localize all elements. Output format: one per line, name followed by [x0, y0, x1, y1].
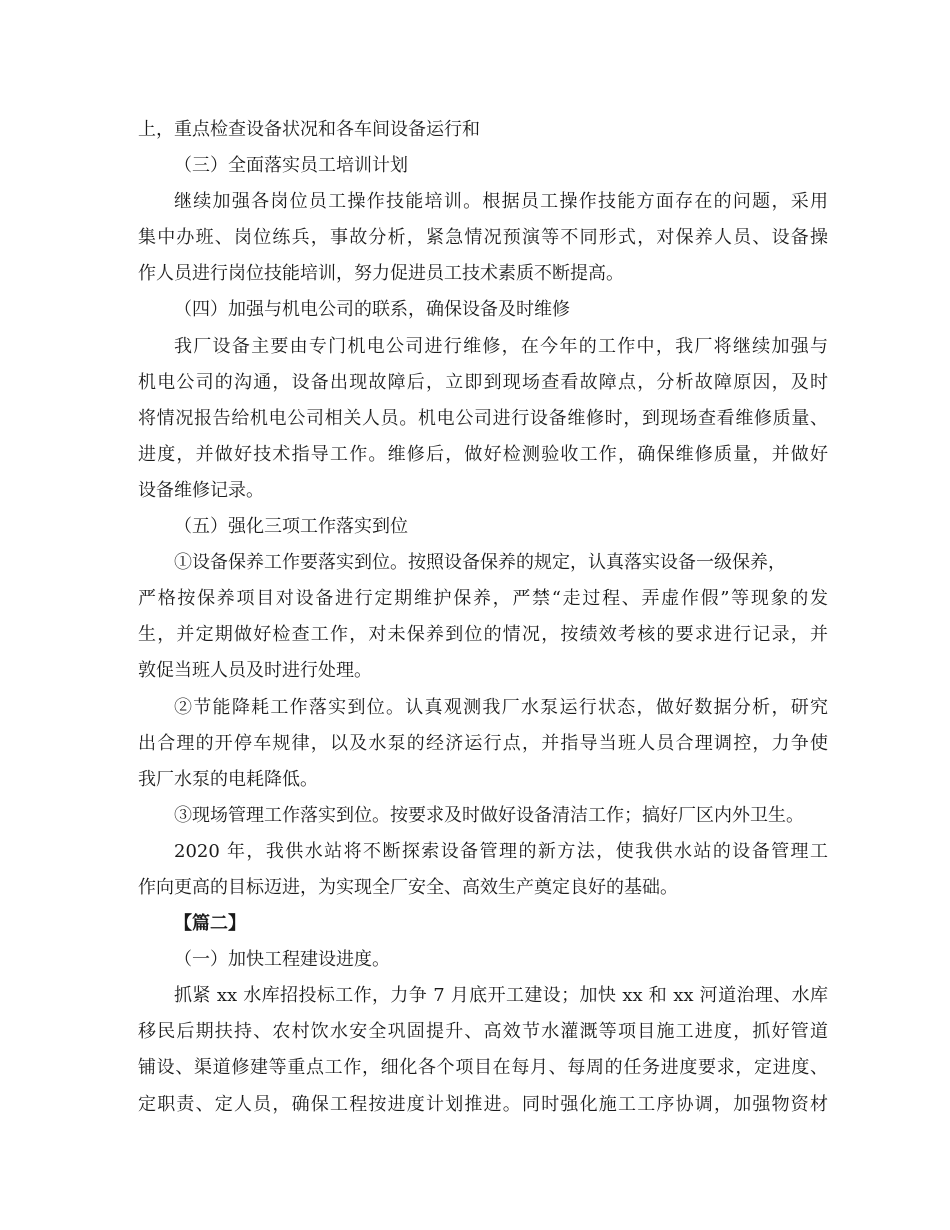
text-line: 设备维修记录。 [138, 479, 264, 501]
text-line: 2020 年，我供水站将不断探索设备管理的新方法，使我供水站的设备管理工 [174, 840, 828, 862]
text-line: 生，并定期做好检查工作，对未保养到位的情况，按绩效考核的要求进行记录，并 [138, 624, 828, 646]
text-line: 集中办班、岗位练兵，事故分析，紧急情况预演等不同形式，对保养人员、设备操 [138, 227, 828, 249]
text-line: 出合理的开停车规律，以及水泵的经济运行点，并指导当班人员合理调控，力争使 [138, 732, 828, 754]
text-line: 我厂设备主要由专门机电公司进行维修，在今年的工作中，我厂将继续加强与 [174, 335, 828, 357]
text-line: （一）加快工程建设进度。 [174, 949, 390, 971]
text-line: （三）全面落实员工培训计划 [174, 155, 408, 177]
text-line: 敦促当班人员及时进行处理。 [138, 660, 372, 682]
section-heading: 【篇二】 [174, 913, 246, 935]
text-line: 将情况报告给机电公司相关人员。机电公司进行设备维修时，到现场查看维修质量、 [138, 407, 828, 429]
text-line: （四）加强与机电公司的联系，确保设备及时维修 [174, 299, 570, 321]
text-line: 进度，并做好技术指导工作。维修后，做好检测验收工作，确保维修质量，并做好 [138, 443, 828, 465]
document-body [138, 112, 828, 1123]
text-line: ③现场管理工作落实到位。按要求及时做好设备清洁工作；搞好厂区内外卫生。 [174, 804, 804, 826]
text-line: ①设备保养工作要落实到位。按照设备保养的规定，认真落实设备一级保养， [174, 552, 786, 574]
text-line: 严格按保养项目对设备进行定期维护保养，严禁“走过程、弄虚作假”等现象的发 [138, 588, 828, 610]
text-line: （五）强化三项工作落实到位 [174, 516, 408, 538]
text-line: 移民后期扶持、农村饮水安全巩固提升、高效节水灌溉等项目施工进度，抓好管道 [138, 1021, 828, 1043]
text-line: 铺设、渠道修建等重点工作，细化各个项目在每月、每周的任务进度要求，定进度、 [138, 1057, 828, 1079]
text-line: 抓紧 xx 水库招投标工作，力争 7 月底开工建设；加快 xx 和 xx 河道治理、水库 [174, 985, 828, 1007]
text-line: 作人员进行岗位技能培训，努力促进员工技术素质不断提高。 [138, 263, 624, 285]
text-line: 继续加强各岗位员工操作技能培训。根据员工操作技能方面存在的问题，采用 [174, 191, 828, 213]
text-line: 定职责、定人员，确保工程按进度计划推进。同时强化施工工序协调，加强物资材 [138, 1093, 828, 1115]
text-line: 机电公司的沟通，设备出现故障后，立即到现场查看故障点，分析故障原因，及时 [138, 371, 828, 393]
text-line: ②节能降耗工作落实到位。认真观测我厂水泵运行状态，做好数据分析，研究 [174, 696, 828, 718]
text-line: 作向更高的目标迈进，为实现全厂安全、高效生产奠定良好的基础。 [138, 876, 678, 898]
text-line: 我厂水泵的电耗降低。 [138, 768, 318, 790]
text-line: 上，重点检查设备状况和各车间设备运行和 [138, 119, 480, 140]
